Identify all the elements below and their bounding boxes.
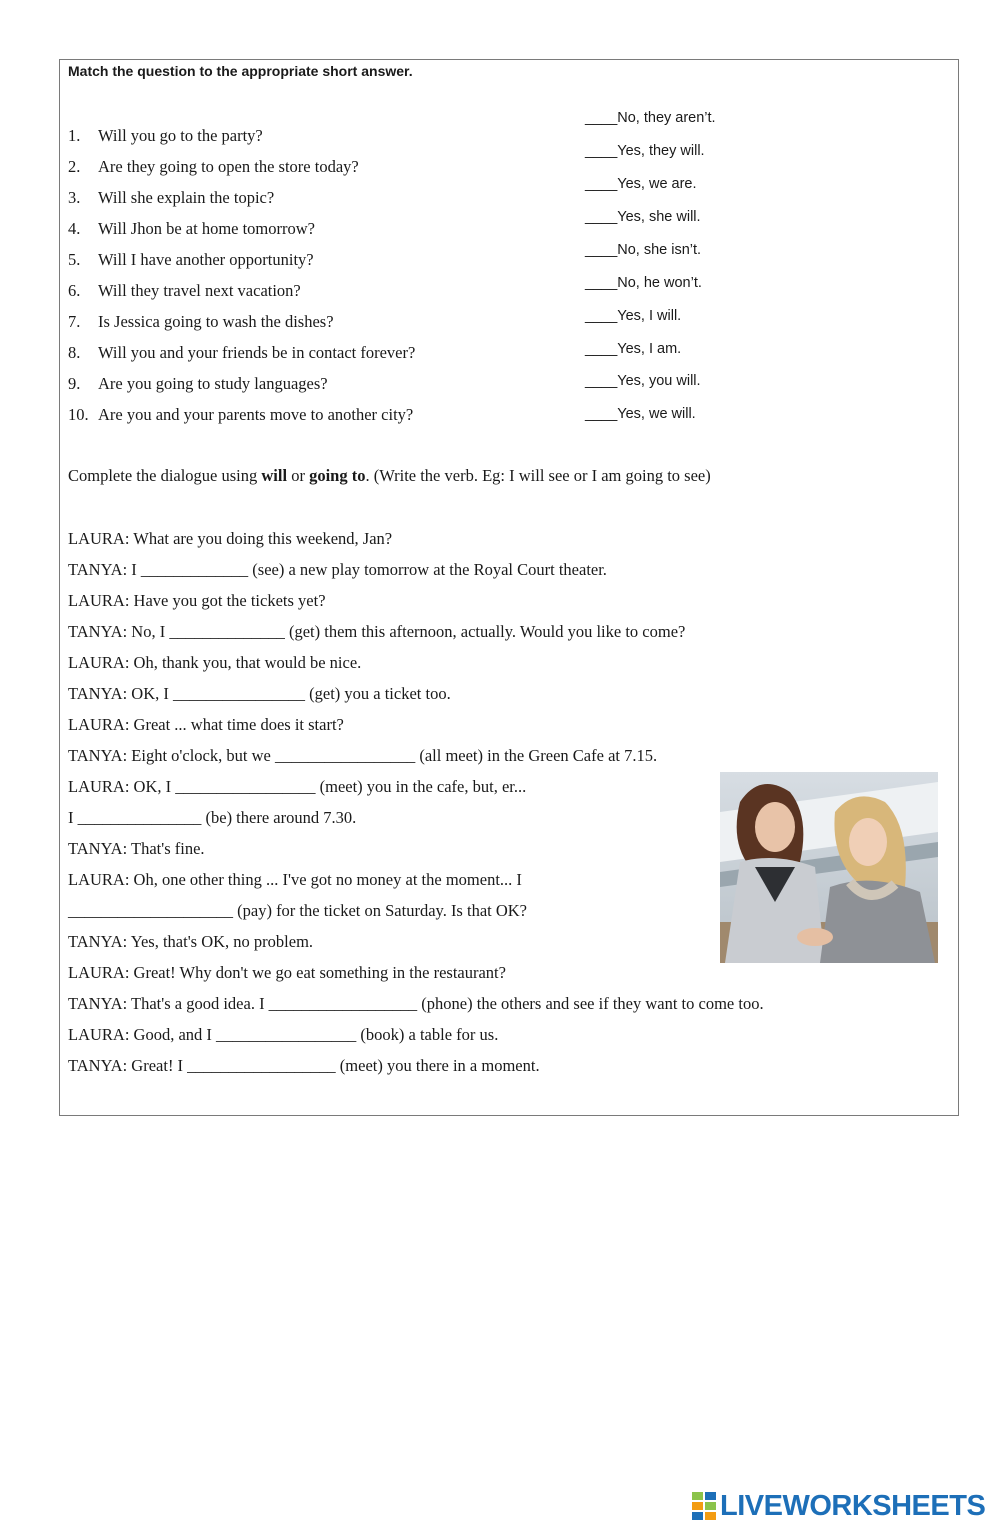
question-text: Are you going to study languages? <box>98 374 328 393</box>
question-text: Will you go to the party? <box>98 126 263 145</box>
dialogue-line[interactable]: TANYA: Great! I __________________ (meet) you there in a moment. <box>68 1056 540 1075</box>
dialogue-line: LAURA: Great ... what time does it start? <box>68 715 344 734</box>
dialogue-instruction <box>68 466 711 486</box>
dialogue-line: LAURA: Great! Why don't we go eat something in the restaurant? <box>68 963 506 982</box>
question-item <box>68 250 314 270</box>
question-item <box>68 126 263 146</box>
match-heading: Match the question to the appropriate short answer. <box>68 63 413 79</box>
question-item <box>68 374 328 394</box>
question-item <box>68 188 274 208</box>
question-number: 8. <box>68 343 81 362</box>
dialogue-line[interactable]: TANYA: That's a good idea. I __________________ (phone) the others and see if they want to come too. <box>68 994 764 1013</box>
dialogue-line[interactable]: ____________________ (pay) for the ticket on Saturday. Is that OK? <box>68 901 528 920</box>
instruction-example: . (Write the verb. Eg: I will see or I am going to see) <box>365 466 711 485</box>
answer-blank-item[interactable]: ____Yes, we are. <box>585 176 697 192</box>
two-girls-photo <box>720 772 938 963</box>
liveworksheets-logo <box>692 1491 985 1521</box>
liveworksheets-logo-icon <box>692 1492 716 1520</box>
question-text: Are you and your parents move to another city? <box>98 405 414 424</box>
question-text: Will she explain the topic? <box>98 188 275 207</box>
question-item <box>68 281 301 301</box>
dialogue-line[interactable]: TANYA: Eight o'clock, but we _________________ (all meet) in the Green Cafe at 7.15. <box>68 746 658 765</box>
question-item <box>68 405 413 425</box>
question-text: Will Jhon be at home tomorrow? <box>98 219 315 238</box>
answer-blank-item[interactable]: ____Yes, you will. <box>585 373 701 389</box>
dialogue-line[interactable]: TANYA: I _____________ (see) a new play tomorrow at the Royal Court theater. <box>68 560 607 579</box>
answer-blank-item[interactable]: ____Yes, we will. <box>585 406 696 422</box>
dialogue-line[interactable]: LAURA: OK, I _________________ (meet) you in the cafe, but, er... <box>68 777 527 796</box>
question-number: 6. <box>68 281 81 300</box>
question-text: Will I have another opportunity? <box>98 250 314 269</box>
question-item <box>68 312 334 332</box>
question-number: 10. <box>68 405 89 424</box>
question-number: 7. <box>68 312 81 331</box>
question-text: Will you and your friends be in contact forever? <box>98 343 416 362</box>
question-number: 4. <box>68 219 81 238</box>
dialogue-line: TANYA: Yes, that's OK, no problem. <box>68 932 314 951</box>
answer-blank-item[interactable]: ____Yes, they will. <box>585 143 705 159</box>
dialogue-line: LAURA: Have you got the tickets yet? <box>68 591 326 610</box>
liveworksheets-logo-text: LIVEWORKSHEETS <box>720 1489 986 1522</box>
answer-blank-item[interactable]: ____Yes, I will. <box>585 308 682 324</box>
answer-blank-item[interactable]: ____No, she isn’t. <box>585 242 702 258</box>
dialogue-line: LAURA: Oh, one other thing ... I've got no money at the moment... I <box>68 870 522 889</box>
question-number: 3. <box>68 188 81 207</box>
question-text: Will they travel next vacation? <box>98 281 301 300</box>
answer-blank-item[interactable]: ____No, he won’t. <box>585 275 702 291</box>
question-text: Are they going to open the store today? <box>98 157 359 176</box>
question-number: 1. <box>68 126 81 145</box>
dialogue-line: LAURA: Oh, thank you, that would be nice. <box>68 653 362 672</box>
dialogue-line[interactable]: I _______________ (be) there around 7.30. <box>68 808 357 827</box>
question-number: 2. <box>68 157 81 176</box>
question-item <box>68 343 415 363</box>
question-number: 5. <box>68 250 81 269</box>
dialogue-line: LAURA: What are you doing this weekend, Jan? <box>68 529 393 548</box>
instruction-going-to: going to <box>309 466 366 485</box>
instruction-text: Complete the dialogue using <box>68 466 262 485</box>
question-item <box>68 157 359 177</box>
answer-blank-item[interactable]: ____No, they aren’t. <box>585 110 716 126</box>
answer-blank-item[interactable]: ____Yes, she will. <box>585 209 701 225</box>
answer-blank-item[interactable]: ____Yes, I am. <box>585 341 682 357</box>
dialogue-line[interactable]: TANYA: No, I ______________ (get) them this afternoon, actually. Would you like to come? <box>68 622 686 641</box>
instruction-will: will <box>261 466 288 485</box>
question-number: 9. <box>68 374 81 393</box>
dialogue-line: TANYA: That's fine. <box>68 839 205 858</box>
dialogue-line[interactable]: LAURA: Good, and I _________________ (book) a table for us. <box>68 1025 499 1044</box>
question-text: Is Jessica going to wash the dishes? <box>98 312 334 331</box>
dialogue-line[interactable]: TANYA: OK, I ________________ (get) you a ticket too. <box>68 684 451 703</box>
question-item <box>68 219 315 239</box>
instruction-or: or <box>287 466 310 485</box>
